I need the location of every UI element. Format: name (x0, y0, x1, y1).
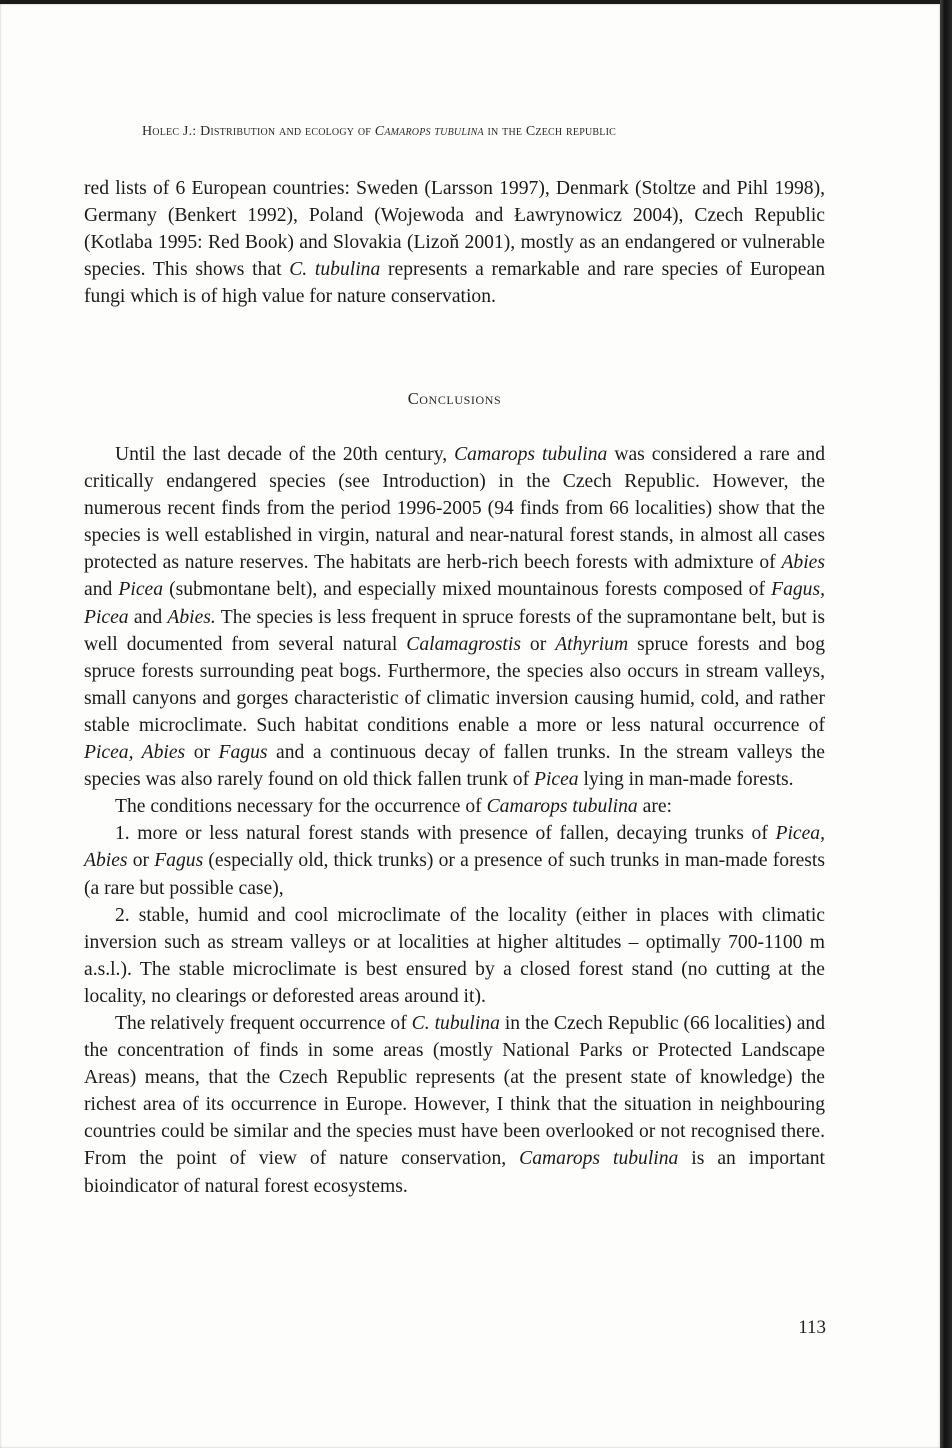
text-run: 2. stable, humid and cool microclimate of the locality (either in places with climatic inversion such as stream valleys or at localities at higher altitudes – optimally 700-1100 m a.s.l.). The stable microclimate is best ensured by a closed forest stand (no cutting at the locality, no clearings or deforested areas around it). (84, 904, 825, 1007)
conclusions-paragraph-1 (84, 441, 825, 793)
text-run: represents a remarkable and rare species of European fungi which is of high value for nature conservation. (84, 259, 825, 308)
conclusions-paragraph-2 (84, 793, 825, 820)
document-page (0, 4, 940, 1448)
running-head-author: Holec J.: (142, 124, 197, 139)
text-run: is an important bioindicator of natural forest ecosystems. (84, 1148, 825, 1197)
species-name: C. tubulina (411, 1012, 500, 1034)
conditions-list-item-2 (84, 902, 825, 1010)
text-run: The species is less frequent in spruce forests of the supramontane belt, but is well documented from several natural (84, 606, 825, 655)
genus-name: Picea, Abies (84, 742, 186, 764)
text-run: or (127, 850, 155, 872)
genus-name: Picea (118, 579, 164, 601)
conclusions-body (84, 441, 825, 1200)
text-run: in the Czech Republic (66 localities) and the concentration of finds in some areas (mostly National Parks or Protected Landscape Areas) means, that the Czech Republic represents (at the present state of knowledge) the richest area of its occurrence in Europe. However, I think that the situation in neighbouring countries could be similar and the species must have been overlooked or not recognised there. From the point of view of nature conservation, (84, 1012, 826, 1170)
section-heading-conclusions: Conclusions (407, 389, 502, 408)
genus-name: Picea (534, 769, 579, 791)
text-run: and (128, 606, 168, 628)
text-run: (submontane belt), and especially mixed mountainous forests composed of (163, 579, 772, 601)
conditions-list-item-1 (84, 820, 825, 901)
genus-name: Athyrium (555, 633, 629, 655)
genus-name: Fagus, Picea (84, 579, 825, 628)
conclusions-paragraph-3 (84, 1010, 825, 1200)
text-run: The conditions necessary for the occurrence of (115, 796, 487, 818)
intro-paragraph (84, 175, 825, 310)
text-run: or (185, 742, 219, 764)
genus-name: Fagus (154, 850, 204, 872)
page-number: 113 (798, 1317, 826, 1338)
running-head-title-start: Distribution and ecology of (200, 124, 372, 139)
text-run: red lists of 6 European countries: Sweden (Larsson 1997), Denmark (Stoltze and Pihl 1998), Germany (Benkert 1992), Poland (Wojewoda and Ławrynowicz 2004), Czech Republic (Kotlaba 1995: Red Book) and Slovakia (Lizoň 2001), mostly as an endangered or vulnerable species. This shows that (84, 178, 825, 281)
text-run: The relatively frequent occurrence of (115, 1012, 412, 1034)
running-head (142, 124, 842, 140)
text-run: Until the last decade of the 20th century, (115, 444, 455, 465)
genus-name: Abies. (167, 606, 216, 628)
text-run: and a continuous decay of fallen trunks. In the stream valleys the species was also rarely found on old thick fallen trunk of (84, 742, 825, 791)
text-run: or (520, 633, 556, 655)
text-run: (especially old, thick trunks) or a presence of such trunks in man-made forests (a rare but possible case), (84, 850, 825, 899)
species-name: C. tubulina (289, 259, 381, 281)
species-name: Camarops tubulina (519, 1148, 679, 1170)
genus-name: Calamagrostis (406, 633, 521, 655)
running-head-species: Camarops tubulina (374, 124, 484, 139)
text-run: are: (637, 796, 672, 818)
text-run: and (84, 579, 119, 601)
scan-border-right (940, 0, 952, 1448)
text-run: was considered a rare and critically endangered species (see Introduction) in the Czech Republic. However, the numerous recent finds from the period 1996-2005 (94 finds from 66 localities) show that the species is well established in virgin, natural and near-natural forest stands, in almost all cases protected as nature reserves. The habitats are herb-rich beech forests with admixture of (84, 444, 826, 574)
genus-name: Picea, Abies (84, 823, 825, 872)
genus-name: Abies (781, 552, 825, 574)
genus-name: Fagus (218, 742, 268, 764)
text-run: lying in man-made forests. (578, 769, 794, 791)
species-name: Camarops tubulina (454, 444, 608, 465)
intro-continuation (84, 175, 825, 310)
text-run: 1. more or less natural forest stands with presence of fallen, decaying trunks of (115, 823, 776, 845)
text-run: spruce forests and bog spruce forests surrounding peat bogs. Furthermore, the species also occurs in stream valleys, small canyons and gorges characteristic of climatic inversion causing humid, cold, and rather stable microclimate. Such habitat conditions enable a more or less natural occurrence of (84, 633, 826, 736)
species-name: Camarops tubulina (486, 796, 638, 818)
running-head-title-end: in the Czech republic (487, 124, 616, 139)
